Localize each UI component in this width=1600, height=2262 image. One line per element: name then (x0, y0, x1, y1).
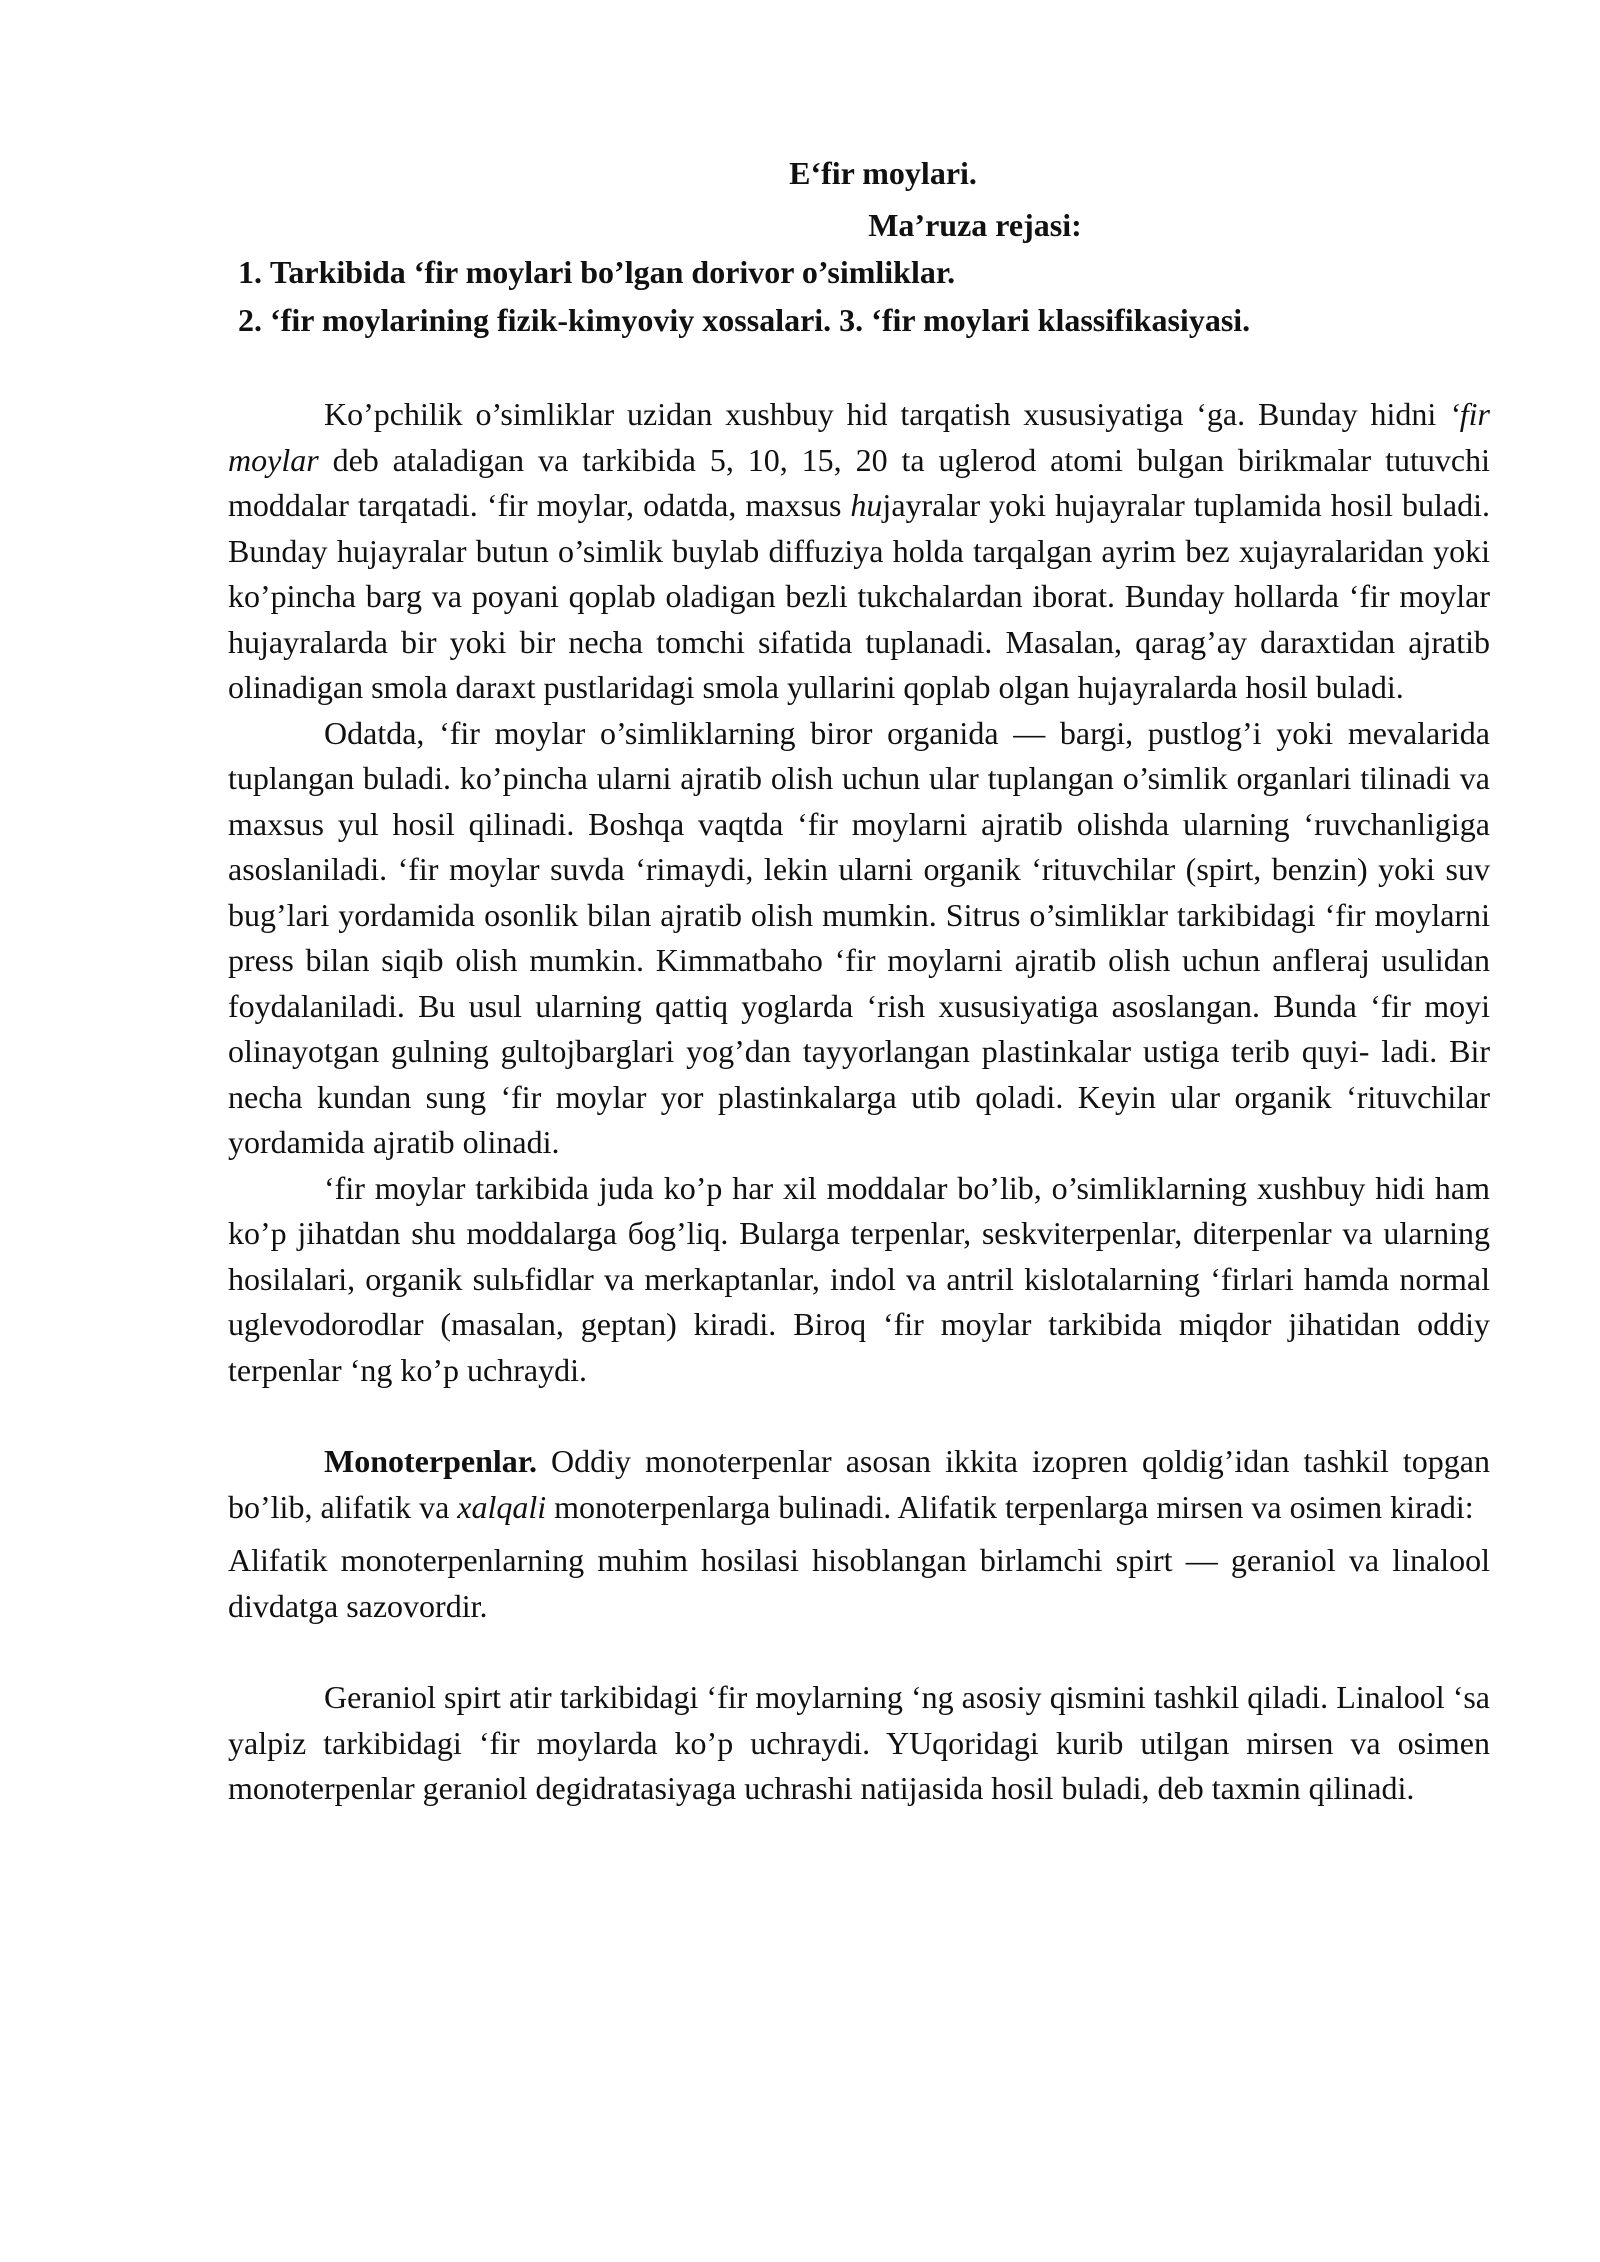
plan-heading: Ma’ruza rejasi: (868, 207, 1082, 243)
plan-item: 2. ‘fir moylarining fizik-kimyoviy xossalari. 3. ‘fir moylari klassifikasiyasi. (270, 296, 1490, 344)
text-run: Oddiy monoterpenlar asosan ikkita izopren qoldig’idan tashkil topgan bo’lib, alifatik va (228, 1443, 1490, 1525)
spacer (228, 1629, 1490, 1675)
text-run: monoterpenlarga bulinadi. Alifatik terpenlarga mirsen va osimen kiradi: (546, 1488, 1474, 1525)
plan-item: 1. Tarkibida ‘fir moylari bo’lgan dorivor o’simliklar. (270, 248, 1490, 296)
body-text (228, 392, 1490, 1812)
paragraph-intro (228, 392, 1490, 711)
text-run: Ko’pchilik o’simliklar uzidan xushbuy hid tarqatish xususiyatiga ‘ga. Bunday hidni (324, 396, 1450, 432)
paragraph-extraction: Odatda, ‘fir moylar o’simliklarning biror organida — bargi, pustlog’i yoki mevalarida tuplangan buladi. ko’pincha ularni ajratib olish uchun ular tuplangan o’simlik organlari tilinadi va maxsus yul hosil qilinadi. Boshqa vaqtda ‘fir moylarni ajratib olishda ularning ‘ruvchanligiga asoslaniladi. ‘fir moylar suvda ‘rimaydi, lekin ularni organik ‘rituvchilar (spirt, benzin) yoki suv bug’lari yordamida osonlik bilan ajratib olish mumkin. Sitrus o’simliklar tarkibidagi ‘fir moylarni press bilan siqib olish mumkin. Kimmatbaho ‘fir moylarni ajratib olish uchun anfleraj usulidan foydalaniladi. Bu usul ularning qattiq yoglarda ‘rish xususiyatiga asoslangan. Bunda ‘fir moyi olinayotgan gulning gultojbarglari yog’dan tayyorlangan plastinkalar ustiga terib quyi- ladi. Bir necha kundan sung ‘fir moylar yor plastinkalarga utib qoladi. Keyin ular organik ‘rituvchilar yordamida ajratib olinadi. (228, 714, 1490, 1160)
italic-term: xalqali (457, 1488, 547, 1525)
text-run: jayralar yoki hujayralar tuplamida hosil buladi. Bunday hujayralar butun o’simlik buylab diffuziya holda tarqalgan ayrim bez xujayralaridan yoki ko’pincha barg va poyani qoplab oladigan bezli tukchalardan iborat. Bunday hollarda ‘fir moylar hujayralarda bir yoki bir necha tomchi sifatida tuplanadi. Masalan, qarag’ay daraxtidan ajratib olinadigan smola daraxt pustlaridagi smola yullarini qoplab olgan hujayralarda hosil buladi. (228, 487, 1491, 705)
spacer (228, 1530, 1490, 1538)
italic-term: ‘fir moylar (228, 396, 1490, 478)
spacer (228, 1393, 1490, 1439)
document-page (228, 150, 1490, 1812)
section-heading: Monoterpenlar. (324, 1443, 538, 1479)
paragraph-composition: ‘fir moylar tarkibida juda ko’p har xil moddalar bo’lib, o’simliklarning xushbuy hidi ham ko’p jihatdan shu moddalarga бog’liq. Bularga terpenlar, seskviterpenlar, diterpenlar va ularning hosilalari, organik sulьfidlar va merkaptanlar, indol va antril kislotalarning ‘firlari hamda normal uglevodorodlar (masalan, geptan) kiradi. Biroq ‘fir moylar tarkibida miqdor jihatidan oddiy terpenlar ‘ng ko’p uchraydi. (228, 1169, 1490, 1388)
paragraph-geraniol-linalool: Alifatik monoterpenlarning muhim hosilasi hisoblangan birlamchi spirt — geraniol va linalool divdatga sazovordir. (228, 1542, 1490, 1624)
text-run: deb ataladigan va tarkibida 5, 10, 15, 20 ta uglerod atomi bulgan birikmalar tutuvchi moddalar tarqatadi. ‘fir moylar, odatda, maxsus (228, 441, 1490, 523)
document-title: E‘fir moylari. (789, 155, 977, 191)
lecture-plan-list (228, 248, 1490, 344)
paragraph-geraniol-spirit: Geraniol spirt atir tarkibidagi ‘fir moylarning ‘ng asosiy qismini tashkil qiladi. Linalool ‘sa yalpiz tarkibidagi ‘fir moylarda ko’p uchraydi. YUqoridagi kurib utilgan mirsen va osimen monoterpenlar geraniol degidratasiyaga uchrashi natijasida hosil buladi, deb taxmin qilinadi. (228, 1679, 1490, 1806)
italic-term: hu (850, 487, 883, 523)
paragraph-monoterpenes (228, 1439, 1490, 1530)
